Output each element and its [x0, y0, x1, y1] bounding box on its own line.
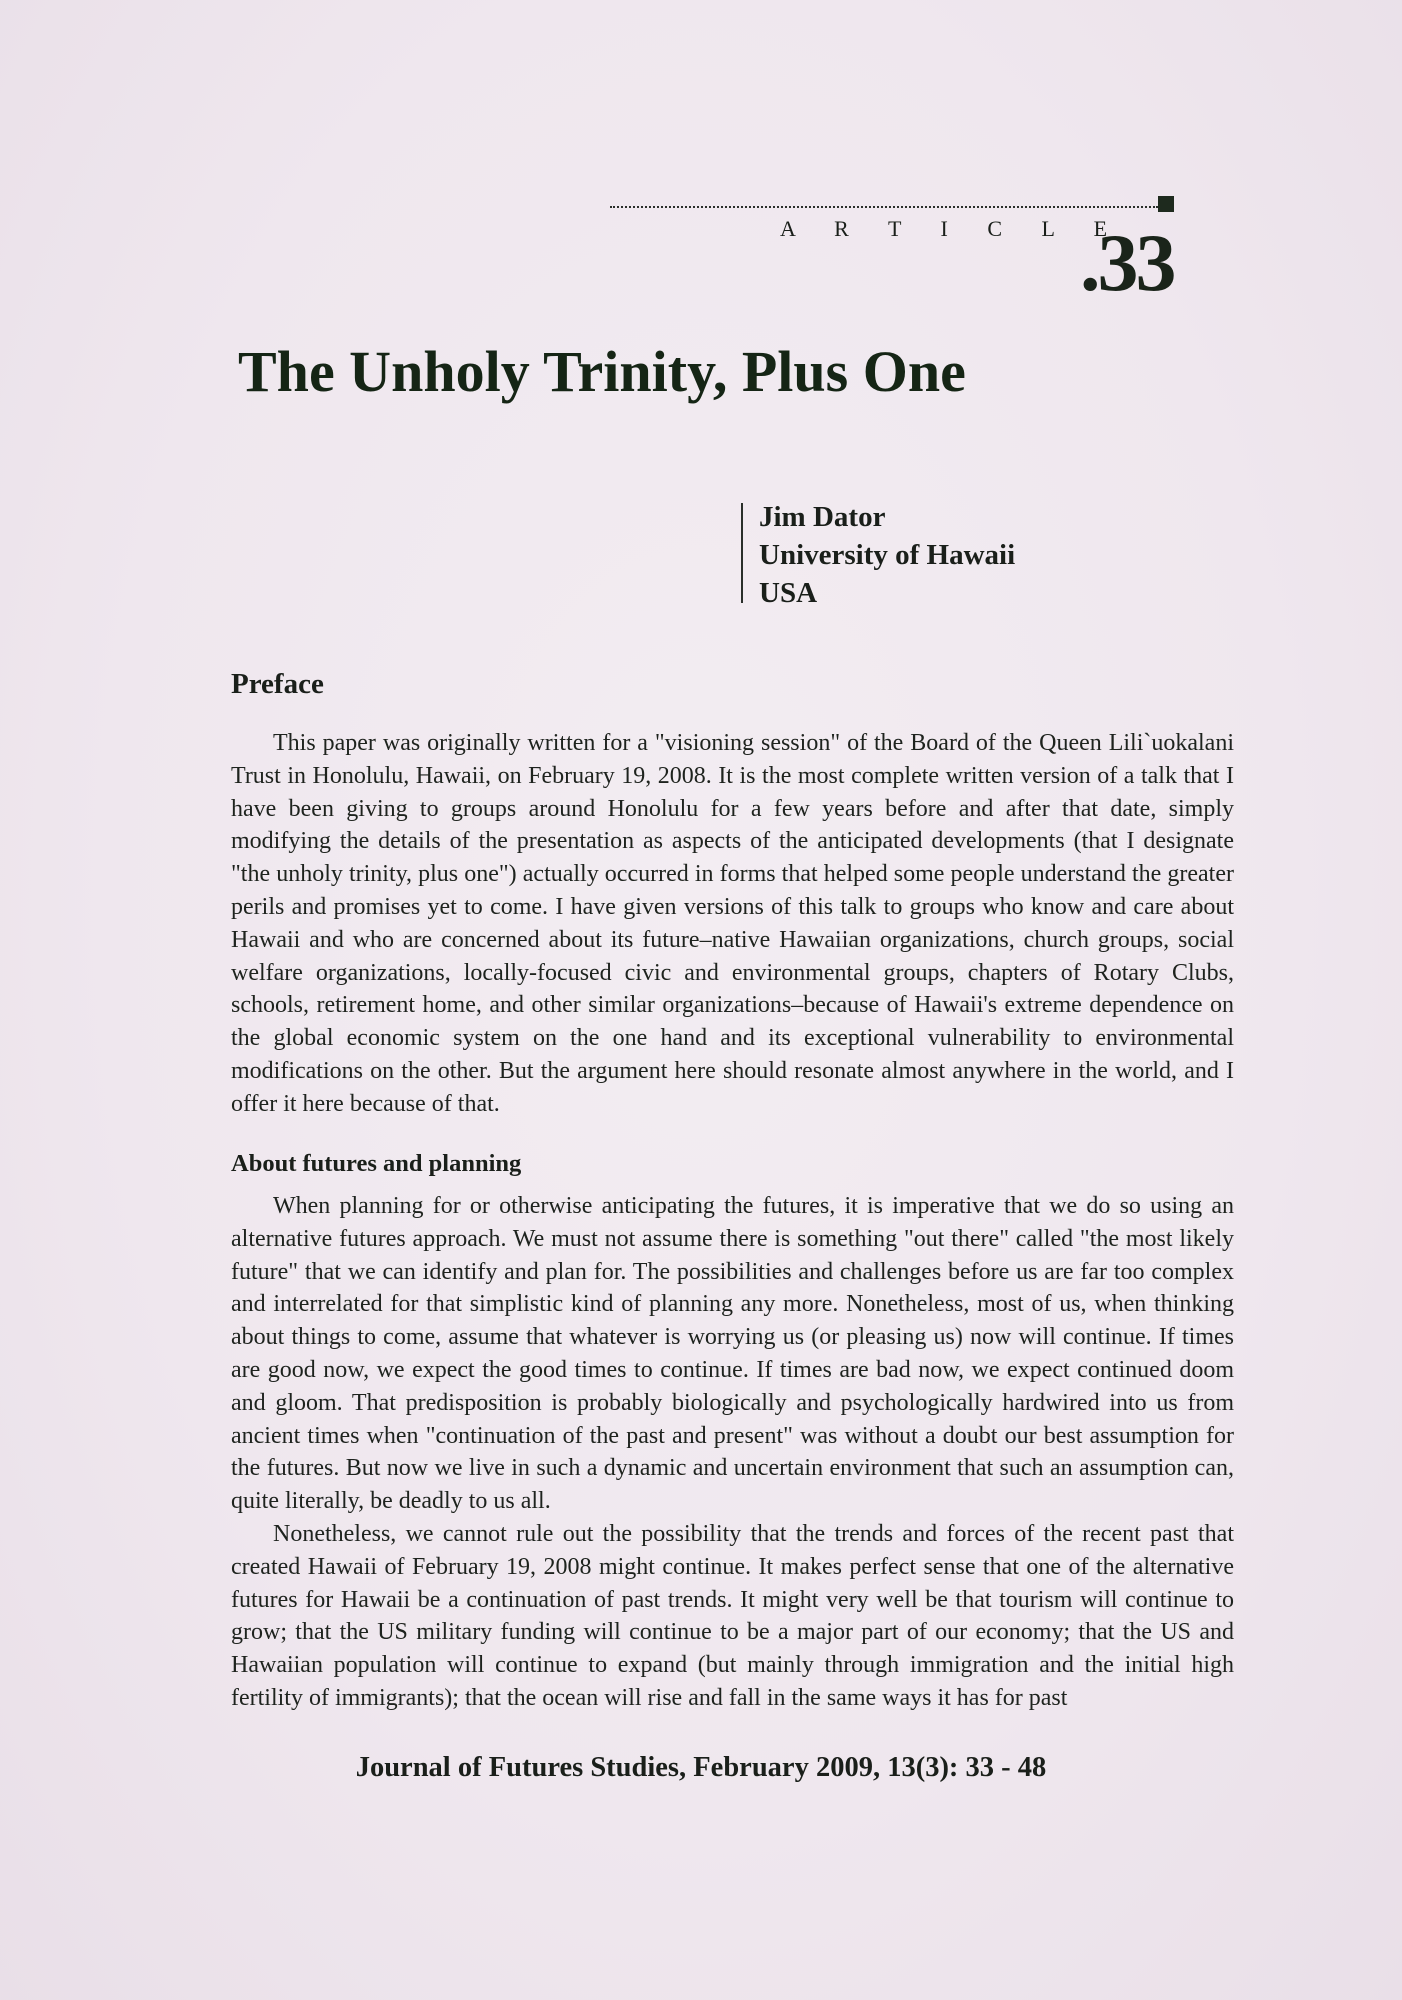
page-title: The Unholy Trinity, Plus One	[238, 339, 966, 404]
journal-footer: Journal of Futures Studies, February 2009, 13(3): 33 - 48	[355, 1752, 1047, 1783]
paragraph: Nonetheless, we cannot rule out the possibility that the trends and forces of the recent past that created Hawaii of February 19, 2008 might continue. It makes perfect sense that one of the alternative futures for Hawaii be a continuation of past trends. It might very well be that tourism will continue to grow; that the US military funding will continue to be a major part of our economy; that the US and Hawaiian population will continue to expand (but mainly through immigration and the initial high fertility of immigrants); that the ocean will rise and fall in the same ways it has for past	[231, 1520, 1234, 1711]
author-affiliation: University of Hawaii	[759, 539, 1016, 571]
header-dotted-rule	[610, 206, 1158, 208]
header-square-mark	[1158, 196, 1174, 212]
about-body	[231, 1190, 1234, 1715]
author-name: Jim Dator	[759, 501, 886, 533]
preface-body	[231, 727, 1234, 1121]
paragraph: When planning for or otherwise anticipating the futures, it is imperative that we do so using an alternative futures approach. We must not assume there is something "out there" called "the most likely future" that we can identify and plan for. The possibilities and challenges before us are far too complex and interrelated for that simplistic kind of planning any more. Nonetheless, most of us, when thinking about things to come, assume that whatever is worrying us (or pleasing us) now will continue. If times are good now, we expect the good times to continue. If times are bad now, we expect continued doom and gloom. That predisposition is probably biologically and psychologically hardwired into us from ancient times when "continuation of the past and present" was without a doubt our best assumption for the futures. But now we live in such a dynamic and uncertain environment that such an assumption can, quite literally, be deadly to us all.	[231, 1193, 1234, 1515]
preface-heading: Preface	[231, 668, 324, 700]
author-block	[759, 498, 1015, 612]
article-number: .33	[1080, 217, 1174, 308]
author-country: USA	[759, 577, 818, 609]
author-divider	[741, 503, 743, 603]
paragraph: This paper was originally written for a "visioning session" of the Board of the Queen Lili`uokalani Trust in Honolulu, Hawaii, on February 19, 2008. It is the most complete written version of a talk that I have been giving to groups around Honolulu for a few years before and after that date, simply modifying the details of the presentation as aspects of the anticipated developments (that I designate "the unholy trinity, plus one") actually occurred in forms that helped some people understand the greater perils and promises yet to come. I have given versions of this talk to groups who know and care about Hawaii and who are concerned about its future–native Hawaiian organizations, church groups, social welfare organizations, locally-focused civic and environmental groups, chapters of Rotary Clubs, schools, retirement home, and other similar organizations–because of Hawaii's extreme dependence on the global economic system on the one hand and its exceptional vulnerability to environmental modifications on the other. But the argument here should resonate almost anywhere in the world, and I offer it here because of that.	[231, 730, 1234, 1117]
article-label: A R T I C L E	[780, 216, 1125, 241]
section-heading-about-futures: About futures and planning	[231, 1150, 522, 1177]
